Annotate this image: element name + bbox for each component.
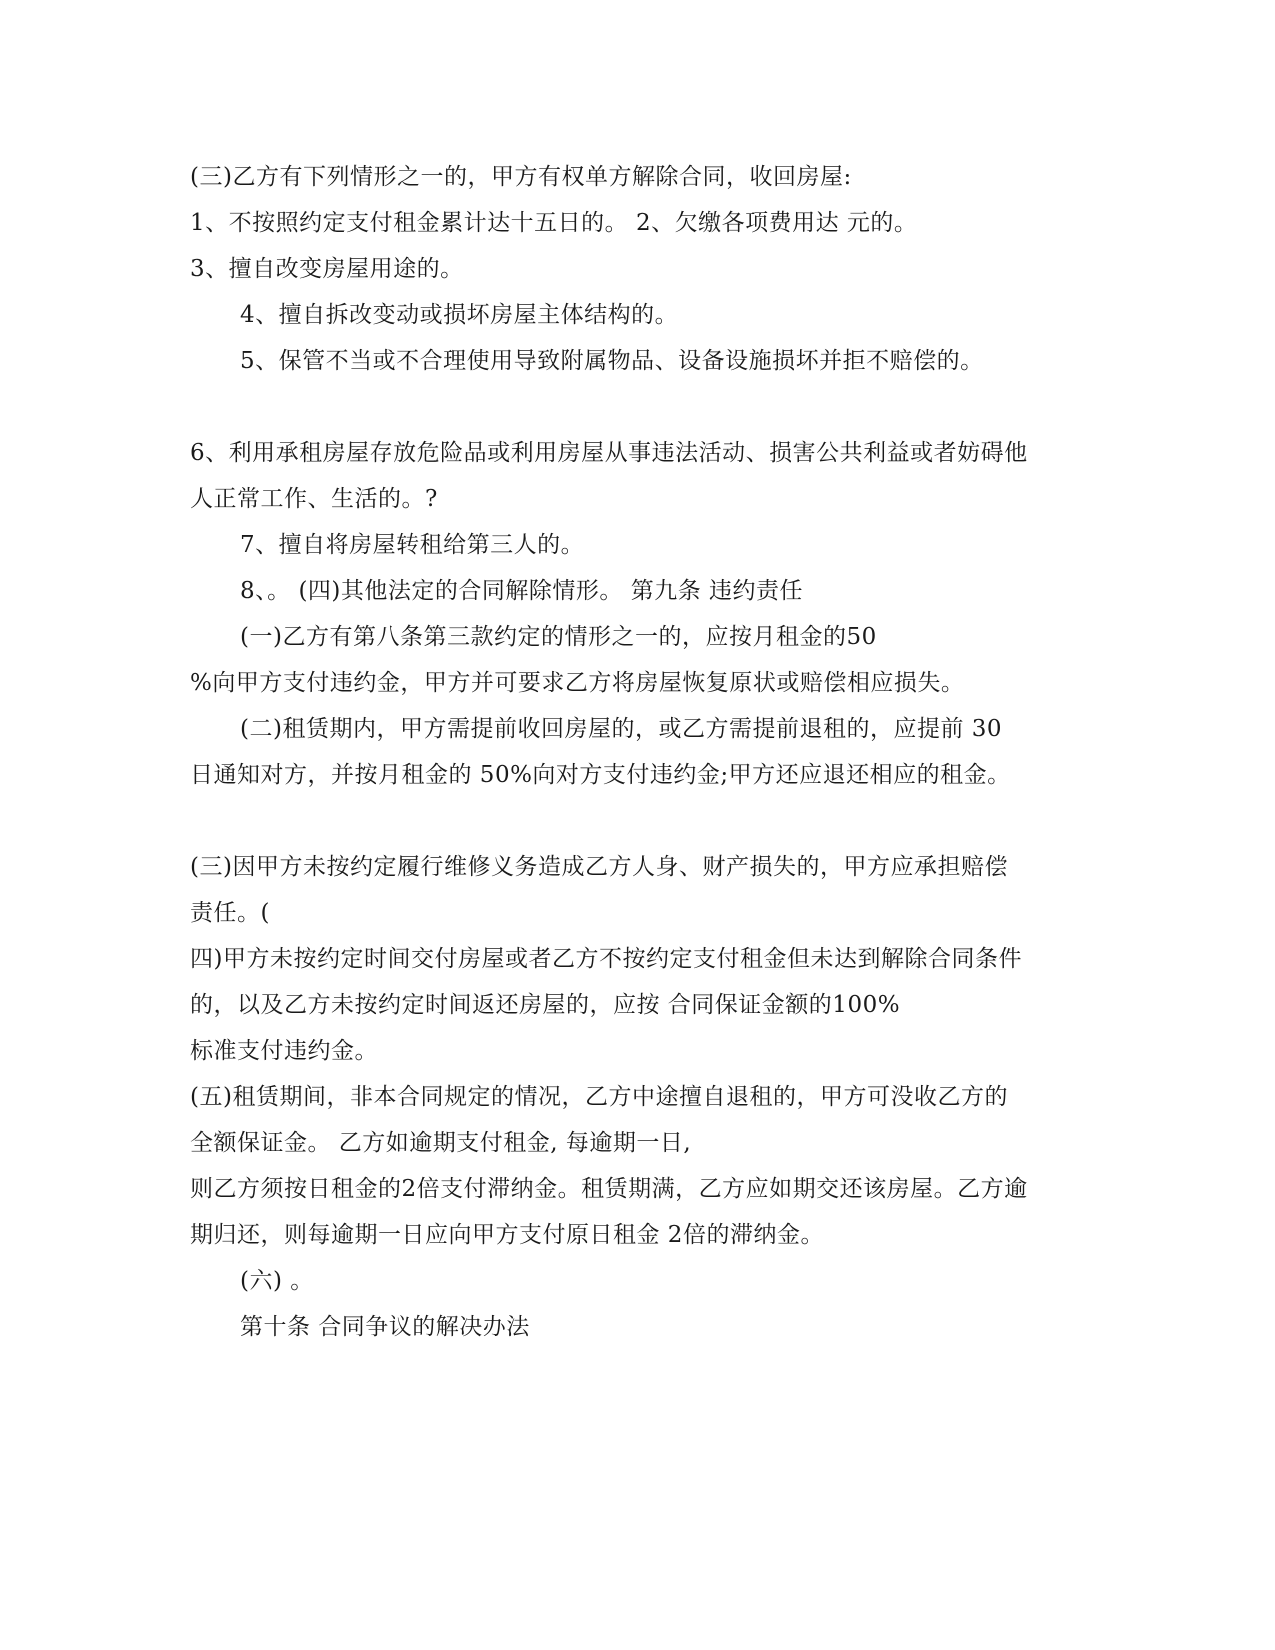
clause-line: 人正常工作、生活的。? (190, 486, 438, 512)
clause-line: (五)租赁期间，非本合同规定的情况，乙方中途擅自退租的，甲方可没收乙方的 (190, 1084, 1008, 1110)
clause-line: (二)租赁期内，甲方需提前收回房屋的，或乙方需提前退租的，应提前 30 (240, 716, 1003, 742)
clause-line: (三)乙方有下列情形之一的，甲方有权单方解除合同，收回房屋: (190, 164, 852, 190)
clause-line: 全额保证金。 乙方如逾期支付租金, 每逾期一日, (190, 1130, 692, 1156)
clause-line: 日通知对方，并按月租金的 50%向对方支付违约金;甲方还应退还相应的租金。 (190, 762, 1011, 788)
clause-line: 标准支付违约金。 (190, 1038, 378, 1064)
clause-line: 期归还，则每逾期一日应向甲方支付原日租金 2倍的滞纳金。 (190, 1222, 824, 1248)
clause-line: %向甲方支付违约金，甲方并可要求乙方将房屋恢复原状或赔偿相应损失。 (190, 670, 965, 696)
clause-line: 责任。( (190, 900, 270, 926)
section-heading: 第十条 合同争议的解决办法 (240, 1314, 530, 1340)
clause-line: 则乙方须按日租金的2倍支付滞纳金。租赁期满，乙方应如期交还该房屋。乙方逾 (190, 1176, 1028, 1202)
clause-line: 3、擅自改变房屋用途的。 (190, 256, 464, 282)
clause-line: 5、保管不当或不合理使用导致附属物品、设备设施损坏并拒不赔偿的。 (240, 348, 984, 374)
clause-line: (一)乙方有第八条第三款约定的情形之一的，应按月租金的50 (240, 624, 877, 650)
clause-line: 6、利用承租房屋存放危险品或利用房屋从事违法活动、损害公共利益或者妨碍他 (190, 440, 1028, 466)
clause-line: 的，以及乙方未按约定时间返还房屋的，应按 合同保证金额的100% (190, 992, 901, 1018)
clause-line: 1、不按照约定支付租金累计达十五日的。 2、欠缴各项费用达 元的。 (190, 210, 918, 236)
clause-line: (三)因甲方未按约定履行维修义务造成乙方人身、财产损失的，甲方应承担赔偿 (190, 854, 1008, 880)
clause-line: 7、擅自将房屋转租给第三人的。 (240, 532, 585, 558)
clause-line: (六) 。 (240, 1268, 314, 1294)
clause-line: 四)甲方未按约定时间交付房屋或者乙方不按约定支付租金但未达到解除合同条件 (190, 946, 1022, 972)
clause-line: 4、擅自拆改变动或损坏房屋主体结构的。 (240, 302, 679, 328)
clause-line: 8、。 (四)其他法定的合同解除情形。 第九条 违约责任 (240, 578, 804, 604)
